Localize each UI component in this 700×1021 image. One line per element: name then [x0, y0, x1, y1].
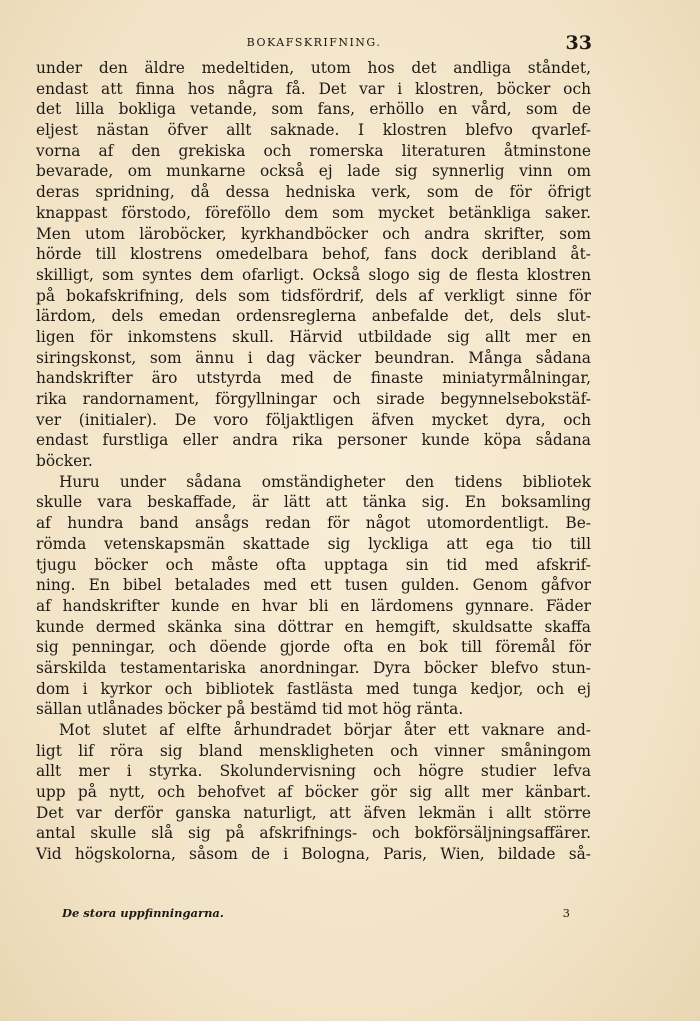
text-line: lärdom, dels emedan ordensreglerna anbefalde det, dels slut-	[36, 307, 591, 326]
text-line: allt mer i styrka. Skolundervisning och högre studier lefva	[36, 762, 591, 781]
text-line: handskrifter äro utstyrda med de finaste miniatyrmålningar,	[36, 369, 591, 388]
text-line: af handskrifter kunde en hvar bli en lärdomens gynnare. Fäder	[36, 596, 591, 615]
text-line: ligt lif röra sig bland menskligheten och vinner småningom	[36, 741, 591, 760]
text-line: knappast förstodo, föreföllo dem som mycket betänkliga saker.	[36, 203, 591, 222]
text-line: Mot slutet af elfte århundradet börjar åter ett vaknare and-	[59, 721, 591, 739]
text-line: tjugu böcker och måste ofta upptaga sin tid med afskrif-	[36, 555, 591, 574]
text-line: ning. En bibel betalades med ett tusen gulden. Genom gåfvor	[36, 576, 591, 595]
text-line: af hundra band ansågs redan för något utomordentligt. Be-	[36, 514, 591, 533]
text-line: skilligt, som syntes dem ofarligt. Också slogo sig de flesta klostren	[36, 265, 591, 284]
text-line: upp på nytt, och behofvet af böcker gör sig allt mer känbart.	[36, 783, 591, 802]
text-line: sig penningar, och döende gjorde ofta en bok till föremål för	[36, 638, 591, 657]
running-head	[36, 32, 592, 52]
text-line: ver (initialer). De voro följaktligen äfven mycket dyra, och	[36, 410, 591, 429]
text-line: hörde till klostrens omedelbara behof, fans dock deribland åt-	[36, 245, 591, 264]
body-text	[36, 58, 591, 865]
text-line: vorna af den grekiska och romerska literaturen åtminstone	[36, 141, 591, 160]
text-line: endast furstliga eller andra rika personer kunde köpa sådana	[36, 431, 591, 450]
text-line: särskilda testamentariska anordningar. Dyra böcker blefvo stun-	[36, 658, 591, 677]
signature-line: De stora uppfinningarna.	[62, 906, 224, 920]
text-line: på bokafskrifning, dels som tidsfördrif, dels af verkligt sinne för	[36, 286, 591, 305]
text-line: skulle vara beskaffade, är lätt att tänka sig. En boksamling	[36, 493, 591, 512]
text-line: deras spridning, då dessa hedniska verk, som de för öfrigt	[36, 183, 591, 202]
sheet-number: 3	[562, 906, 570, 920]
text-line: under den äldre medeltiden, utom hos det andliga ståndet,	[36, 59, 591, 77]
page-number: 33	[565, 32, 592, 54]
text-line: sällan utlånades böcker på bestämd tid mot hög ränta.	[36, 700, 464, 719]
text-line: endast att finna hos några få. Det var i klostren, böcker och	[36, 79, 591, 98]
text-line: rika randornament, förgyllningar och sirade begynnelsebokstäf-	[36, 390, 591, 408]
running-title: BOKAFSKRIFNING.	[246, 36, 382, 49]
page-footer	[62, 906, 570, 926]
text-line: antal skulle slå sig på afskrifnings- och bokförsäljningsaffärer.	[36, 824, 591, 843]
text-line: Det var derför ganska naturligt, att äfven lekmän i allt större	[36, 803, 591, 822]
text-line: bevarade, om munkarne också ej lade sig synnerlig vinn om	[36, 162, 591, 181]
text-line: Vid högskolorna, såsom de i Bologna, Paris, Wien, bildade så-	[36, 845, 591, 864]
text-line: Huru under sådana omständigheter den tidens bibliotek	[59, 472, 591, 491]
text-line: römda vetenskapsmän skattade sig lyckliga att ega tio till	[36, 534, 591, 553]
text-line: dom i kyrkor och bibliotek fastlästa med tunga kedjor, och ej	[36, 679, 591, 698]
text-line: Men utom läroböcker, kyrkhandböcker och andra skrifter, som	[36, 224, 591, 243]
text-line: eljest nästan öfver allt saknade. I klostren blefvo qvarlef-	[36, 121, 591, 140]
text-line: siringskonst, som ännu i dag väcker beundran. Många sådana	[36, 348, 591, 367]
text-line: böcker.	[36, 452, 93, 471]
text-line: ligen för inkomstens skull. Härvid utbildade sig allt mer en	[36, 327, 591, 346]
text-line: det lilla bokliga vetande, som fans, erhöllo en vård, som de	[36, 100, 591, 119]
text-line: kunde dermed skänka sina döttrar en hemgift, skuldsatte skaffa	[36, 617, 591, 636]
